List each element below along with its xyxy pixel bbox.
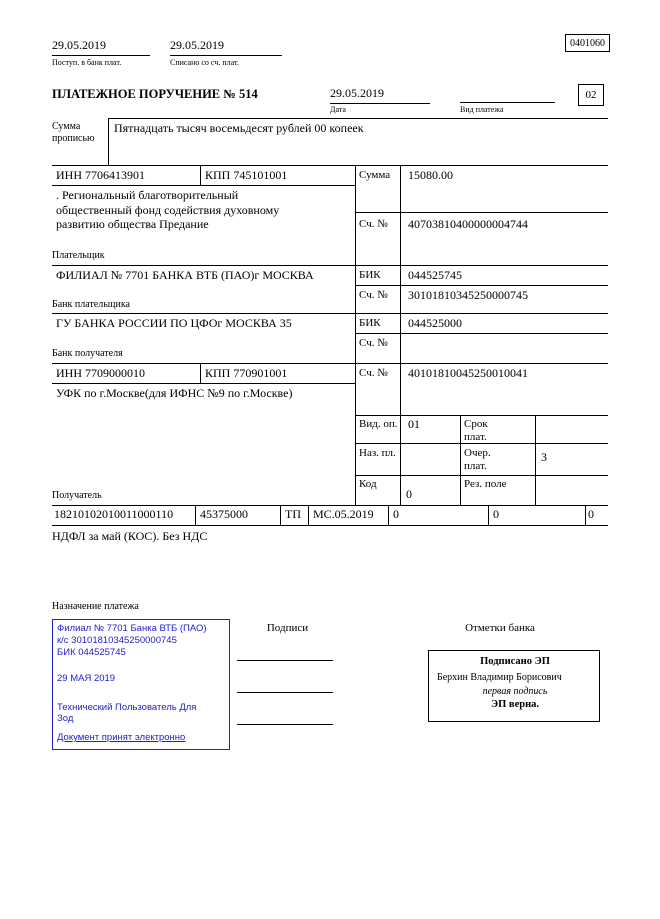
table-border — [108, 118, 608, 119]
payment-term-label: Срок плат. — [464, 418, 488, 444]
payer-account: 40703810400000004744 — [408, 217, 528, 231]
table-border — [585, 505, 586, 525]
table-border — [52, 525, 608, 526]
tax-doc-number: 0 — [393, 507, 399, 521]
table-border — [52, 363, 608, 364]
stamp-date: 29 МАЯ 2019 — [57, 673, 116, 684]
table-border — [52, 505, 608, 506]
payment-purpose-text: НДФЛ за май (КОС). Без НДС — [52, 529, 208, 543]
amount-cell-label: Сумма — [359, 169, 391, 181]
reserve-field-label: Рез. поле — [464, 478, 507, 490]
tax-basis: ТП — [285, 507, 301, 521]
esign-valid-note: ЭП верна. — [490, 699, 539, 710]
bank-marks-heading: Отметки банка — [465, 622, 535, 634]
table-border — [52, 265, 608, 266]
esign-first-signature-note: первая подпись — [482, 686, 548, 697]
beneficiary-inn: ИНН 7709000010 — [56, 366, 145, 380]
signatures-heading: Подписи — [266, 622, 309, 634]
table-border — [200, 165, 201, 185]
esign-title: Подписано ЭП — [480, 656, 550, 667]
table-border — [355, 212, 608, 213]
beneficiary-bank-bik: 044525000 — [408, 316, 462, 330]
priority-value: 3 — [541, 450, 547, 464]
payment-type-code-box: 02 — [578, 84, 604, 106]
table-border — [200, 363, 201, 383]
payer-bank-account-label: Сч. № — [359, 289, 388, 301]
signature-line — [237, 724, 333, 725]
payer-bank-name: ФИЛИАЛ № 7701 БАНКА ВТБ (ПАО)г МОСКВА — [56, 268, 314, 282]
payer-section-label: Плательщик — [52, 250, 105, 261]
payer-bank-bik: 044525745 — [408, 268, 462, 282]
payer-name: . Региональный благотворительный общественный фонд содействия духовному развитию общества Предание — [56, 188, 280, 232]
table-border — [460, 415, 461, 505]
beneficiary-bank-bik-label: БИК — [359, 317, 381, 329]
stamp-operator: Технический Пользователь Для Зод — [57, 702, 197, 725]
stamp-accepted-note: Документ принят электронно — [57, 732, 186, 743]
document-title: ПЛАТЕЖНОЕ ПОРУЧЕНИЕ № 514 — [52, 87, 258, 101]
stamp-corr-account: к/с 30101810345250000745 — [57, 635, 177, 646]
table-border — [388, 505, 389, 525]
document-date: 29.05.2019 — [330, 86, 430, 104]
operation-kind-label: Вид. оп. — [359, 418, 398, 430]
signature-line — [237, 660, 333, 661]
beneficiary-account: 40101810045250010041 — [408, 366, 528, 380]
esign-signer-name: Берхин Владимир Борисович — [437, 672, 562, 683]
code-value: 0 — [406, 487, 412, 501]
table-border — [355, 415, 608, 416]
esign-stamp — [428, 650, 600, 722]
table-border — [108, 118, 109, 165]
payment-purpose-label: Назначение платежа — [52, 601, 139, 612]
payment-kind-label: Вид платежа — [460, 105, 504, 114]
tax-doc-date: 0 — [493, 507, 499, 521]
table-border — [355, 333, 608, 334]
payer-inn: ИНН 7706413901 — [56, 168, 145, 182]
table-border — [280, 505, 281, 525]
table-border — [52, 313, 608, 314]
table-border — [535, 415, 536, 505]
received-in-bank-date: 29.05.2019 — [52, 38, 150, 56]
purpose-code-label: Наз. пл. — [359, 447, 396, 459]
amount-in-words-label: Сумма прописью — [52, 121, 95, 144]
bank-acceptance-stamp — [52, 619, 230, 750]
stamp-bik: БИК 044525745 — [57, 647, 126, 658]
table-border — [195, 505, 196, 525]
date-label: Дата — [330, 105, 346, 114]
payer-bank-section-label: Банк плательщика — [52, 299, 130, 310]
beneficiary-bank-account-label: Сч. № — [359, 337, 388, 349]
table-border — [355, 165, 356, 505]
amount-value: 15080.00 — [408, 168, 453, 182]
beneficiary-name: УФК по г.Москве(для ИФНС №9 по г.Москве) — [56, 386, 293, 400]
code-label: Код — [359, 478, 377, 490]
table-border — [52, 185, 355, 186]
tax-period: МС.05.2019 — [313, 507, 374, 521]
payment-kind-field — [460, 86, 555, 103]
debited-from-account-label: Списано со сч. плат. — [170, 58, 239, 67]
tax-kbk: 18210102010011000110 — [54, 507, 174, 521]
beneficiary-account-label: Сч. № — [359, 367, 388, 379]
table-border — [400, 165, 401, 505]
payer-account-label: Сч. № — [359, 218, 388, 230]
beneficiary-kpp: КПП 770901001 — [205, 366, 288, 380]
payer-kpp: КПП 745101001 — [205, 168, 288, 182]
debited-from-account-date: 29.05.2019 — [170, 38, 282, 56]
stamp-bank-name: Филиал № 7701 Банка ВТБ (ПАО) — [57, 623, 207, 634]
tax-oktmo: 45375000 — [200, 507, 248, 521]
signature-line — [237, 692, 333, 693]
priority-label: Очер. плат. — [464, 447, 491, 473]
form-code-box: 0401060 — [565, 34, 610, 52]
received-in-bank-label: Поступ. в банк плат. — [52, 58, 122, 67]
tax-payment-type: 0 — [588, 507, 594, 521]
table-border — [355, 475, 608, 476]
table-border — [52, 165, 608, 166]
operation-kind-value: 01 — [408, 417, 420, 431]
table-border — [52, 383, 355, 384]
table-border — [355, 285, 608, 286]
beneficiary-section-label: Получатель — [52, 490, 102, 501]
table-border — [308, 505, 309, 525]
amount-in-words-value: Пятнадцать тысяч восемьдесят рублей 00 копеек — [114, 121, 364, 135]
beneficiary-bank-section-label: Банк получателя — [52, 348, 123, 359]
payer-bank-bik-label: БИК — [359, 269, 381, 281]
payer-bank-account: 30101810345250000745 — [408, 288, 528, 302]
beneficiary-bank-name: ГУ БАНКА РОССИИ ПО ЦФОг МОСКВА 35 — [56, 316, 292, 330]
table-border — [488, 505, 489, 525]
